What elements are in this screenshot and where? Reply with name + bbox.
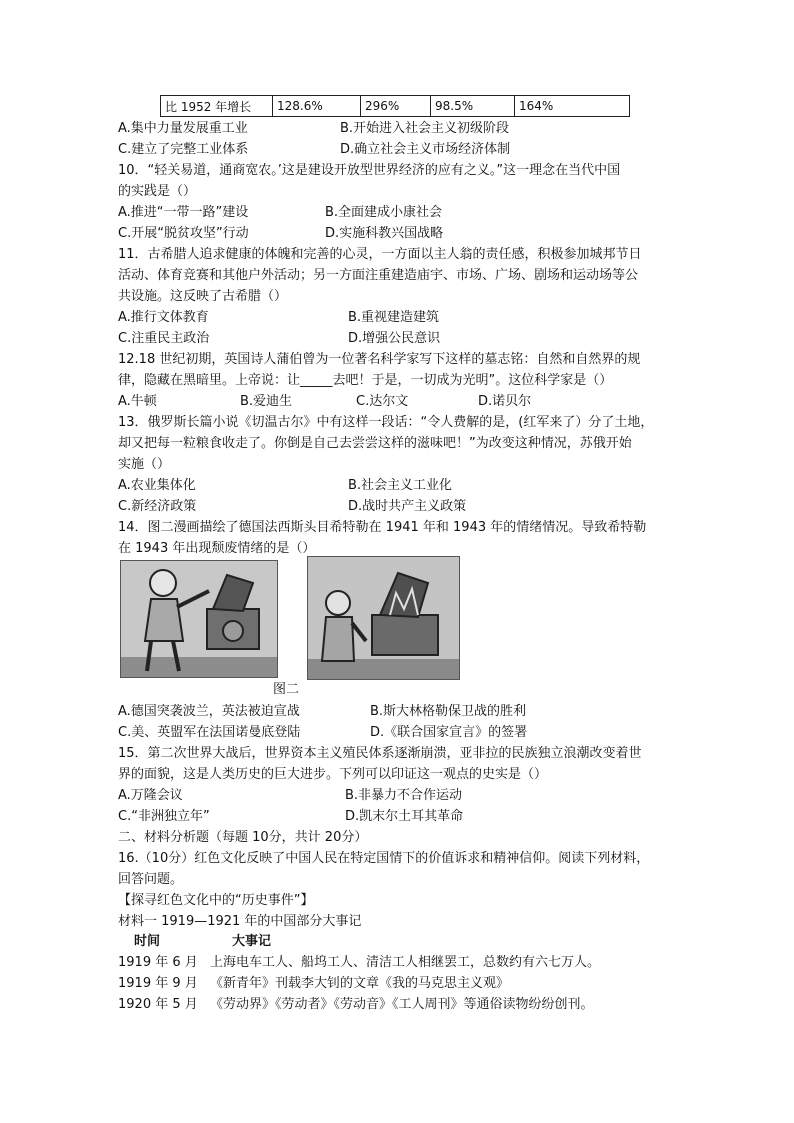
table-row-label: 比 1952 年增长 (161, 96, 273, 117)
q15-option-b: B.非暴力不合作运动 (345, 788, 463, 803)
q12-stem-line: 12.18 世纪初期，英国诗人蒲伯曾为一位著名科学家写下这样的墓志铭：自然和自然界的规 (118, 352, 641, 367)
q10-option-d: D.实施科教兴国战略 (325, 226, 444, 241)
q15-stem-line: 界的面貌，这是人类历史的巨大进步。下列可以印证这一观点的史实是（） (118, 767, 548, 782)
event-time: 1920 年 5 月 (118, 997, 198, 1012)
q9-option-b: B.开始进入社会主义初级阶段 (340, 121, 510, 136)
q9-option-c: C.建立了完整工业体系 (118, 142, 249, 157)
q14-option-d: D.《联合国家宣言》的签署 (370, 725, 528, 740)
event-text: 上海电车工人、船坞工人、清洁工人相继罢工，总数约有六七万人。 (210, 955, 601, 970)
figure-caption: 图二 (273, 682, 300, 697)
events-header-time: 时间 (134, 934, 161, 949)
q10-option-a: A.推进“一带一路”建设 (118, 205, 249, 220)
q13-stem-line: 实施（） (118, 457, 171, 472)
q14-option-a: A.德国突袭波兰，英法被迫宣战 (118, 704, 300, 719)
q12-option-d: D.诺贝尔 (478, 394, 532, 409)
q13-option-b: B.社会主义工业化 (348, 478, 453, 493)
q10-option-b: B.全面建成小康社会 (325, 205, 443, 220)
q14-stem-line: 14．图二漫画描绘了德国法西斯头目希特勒在 1941 年和 1943 年的情绪情况。导致希特勒 (118, 520, 647, 535)
q13-stem-line: 13．俄罗斯长篇小说《切温古尔》中有这样一段话：“令人费解的是，(红军来了）分了土地， (118, 415, 654, 430)
table-cell: 128.6% (273, 96, 361, 117)
q13-option-a: A.农业集体化 (118, 478, 196, 493)
q14-option-b: B.斯大林格勒保卫战的胜利 (370, 704, 527, 719)
table-cell: 296% (361, 96, 431, 117)
q9-option-d: D.确立社会主义市场经济体制 (340, 142, 511, 157)
q10-stem-line: 10．“轻关易道，通商宽农。’这是建设开放型世界经济的应有之义。”这一理念在当代中国 (118, 163, 621, 178)
q11-stem-line: 活动、体育竞赛和其他户外活动；另一方面注重建造庙宇、市场、广场、剧场和运动场等公 (118, 268, 639, 283)
q15-option-c: C.“非洲独立年” (118, 809, 210, 824)
q14-option-c: C.美、英盟军在法国诺曼底登陆 (118, 725, 301, 740)
event-text: 《劳动界》《劳动者》《劳动音》《工人周刊》等通俗读物纷纷创刊。 (210, 997, 594, 1012)
section-heading: 二、材料分析题（每题 10分，共计 20分） (118, 830, 368, 845)
q10-stem-line: 的实践是（） (118, 184, 197, 199)
q11-option-d: D.增强公民意识 (348, 331, 441, 346)
q15-option-a: A.万隆会议 (118, 788, 183, 803)
q14-stem-line: 在 1943 年出现颓废情绪的是（） (118, 541, 316, 556)
events-header-event: 大事记 (232, 934, 272, 949)
q13-stem-line: 却又把每一粒粮食收走了。你倒是自己去尝尝这样的滋味吧！”为改变这种情况，苏俄开始 (118, 436, 632, 451)
q16-stem-line: 回答问题。 (118, 872, 184, 887)
q9-option-a: A.集中力量发展重工业 (118, 121, 248, 136)
cartoon-1943-drawing (308, 557, 459, 679)
q16-subtitle: 【探寻红色文化中的“历史事件”】 (118, 893, 314, 908)
q12-stem-line: 律，隐藏在黑暗里。上帝说：让_____去吧！于是，一切成为光明”。这位科学家是（） (118, 373, 613, 388)
cartoon-1941-image (120, 560, 278, 678)
table-cell: 98.5% (431, 96, 515, 117)
table-cell: 164% (515, 96, 630, 117)
q11-stem-line: 共设施。这反映了古希腊（） (118, 289, 288, 304)
event-text: 《新青年》刊载李大钊的文章《我的马克思主义观》 (210, 976, 510, 991)
q15-option-d: D.凯末尔土耳其革命 (345, 809, 464, 824)
cartoon-1943-image (307, 556, 460, 680)
q11-stem-line: 11．古希腊人追求健康的体魄和完善的心灵，一方面以主人翁的责任感，积极参加城邦节日 (118, 247, 642, 262)
material-title: 材料一 1919—1921 年的中国部分大事记 (118, 914, 362, 929)
q11-option-a: A.推行文体教育 (118, 310, 209, 325)
table-row (161, 96, 630, 117)
event-time: 1919 年 9 月 (118, 976, 198, 991)
q16-stem-line: 16.（10分）红色文化反映了中国人民在特定国情下的价值诉求和精神信仰。阅读下列材料， (118, 851, 650, 866)
q10-option-c: C.开展“脱贫攻坚”行动 (118, 226, 249, 241)
q13-option-d: D.战时共产主义政策 (348, 499, 467, 514)
q13-option-c: C.新经济政策 (118, 499, 197, 514)
q11-option-c: C.注重民主政治 (118, 331, 210, 346)
q12-option-b: B.爱迪生 (240, 394, 293, 409)
q15-stem-line: 15．第二次世界大战后，世界资本主义殖民体系逐渐崩溃，亚非拉的民族独立浪潮改变着世 (118, 746, 642, 761)
growth-table (160, 95, 630, 117)
cartoon-1941-drawing (121, 561, 277, 677)
q12-option-c: C.达尔文 (356, 394, 409, 409)
q12-option-a: A.牛顿 (118, 394, 157, 409)
event-time: 1919 年 6 月 (118, 955, 198, 970)
q11-option-b: B.重视建造建筑 (348, 310, 440, 325)
